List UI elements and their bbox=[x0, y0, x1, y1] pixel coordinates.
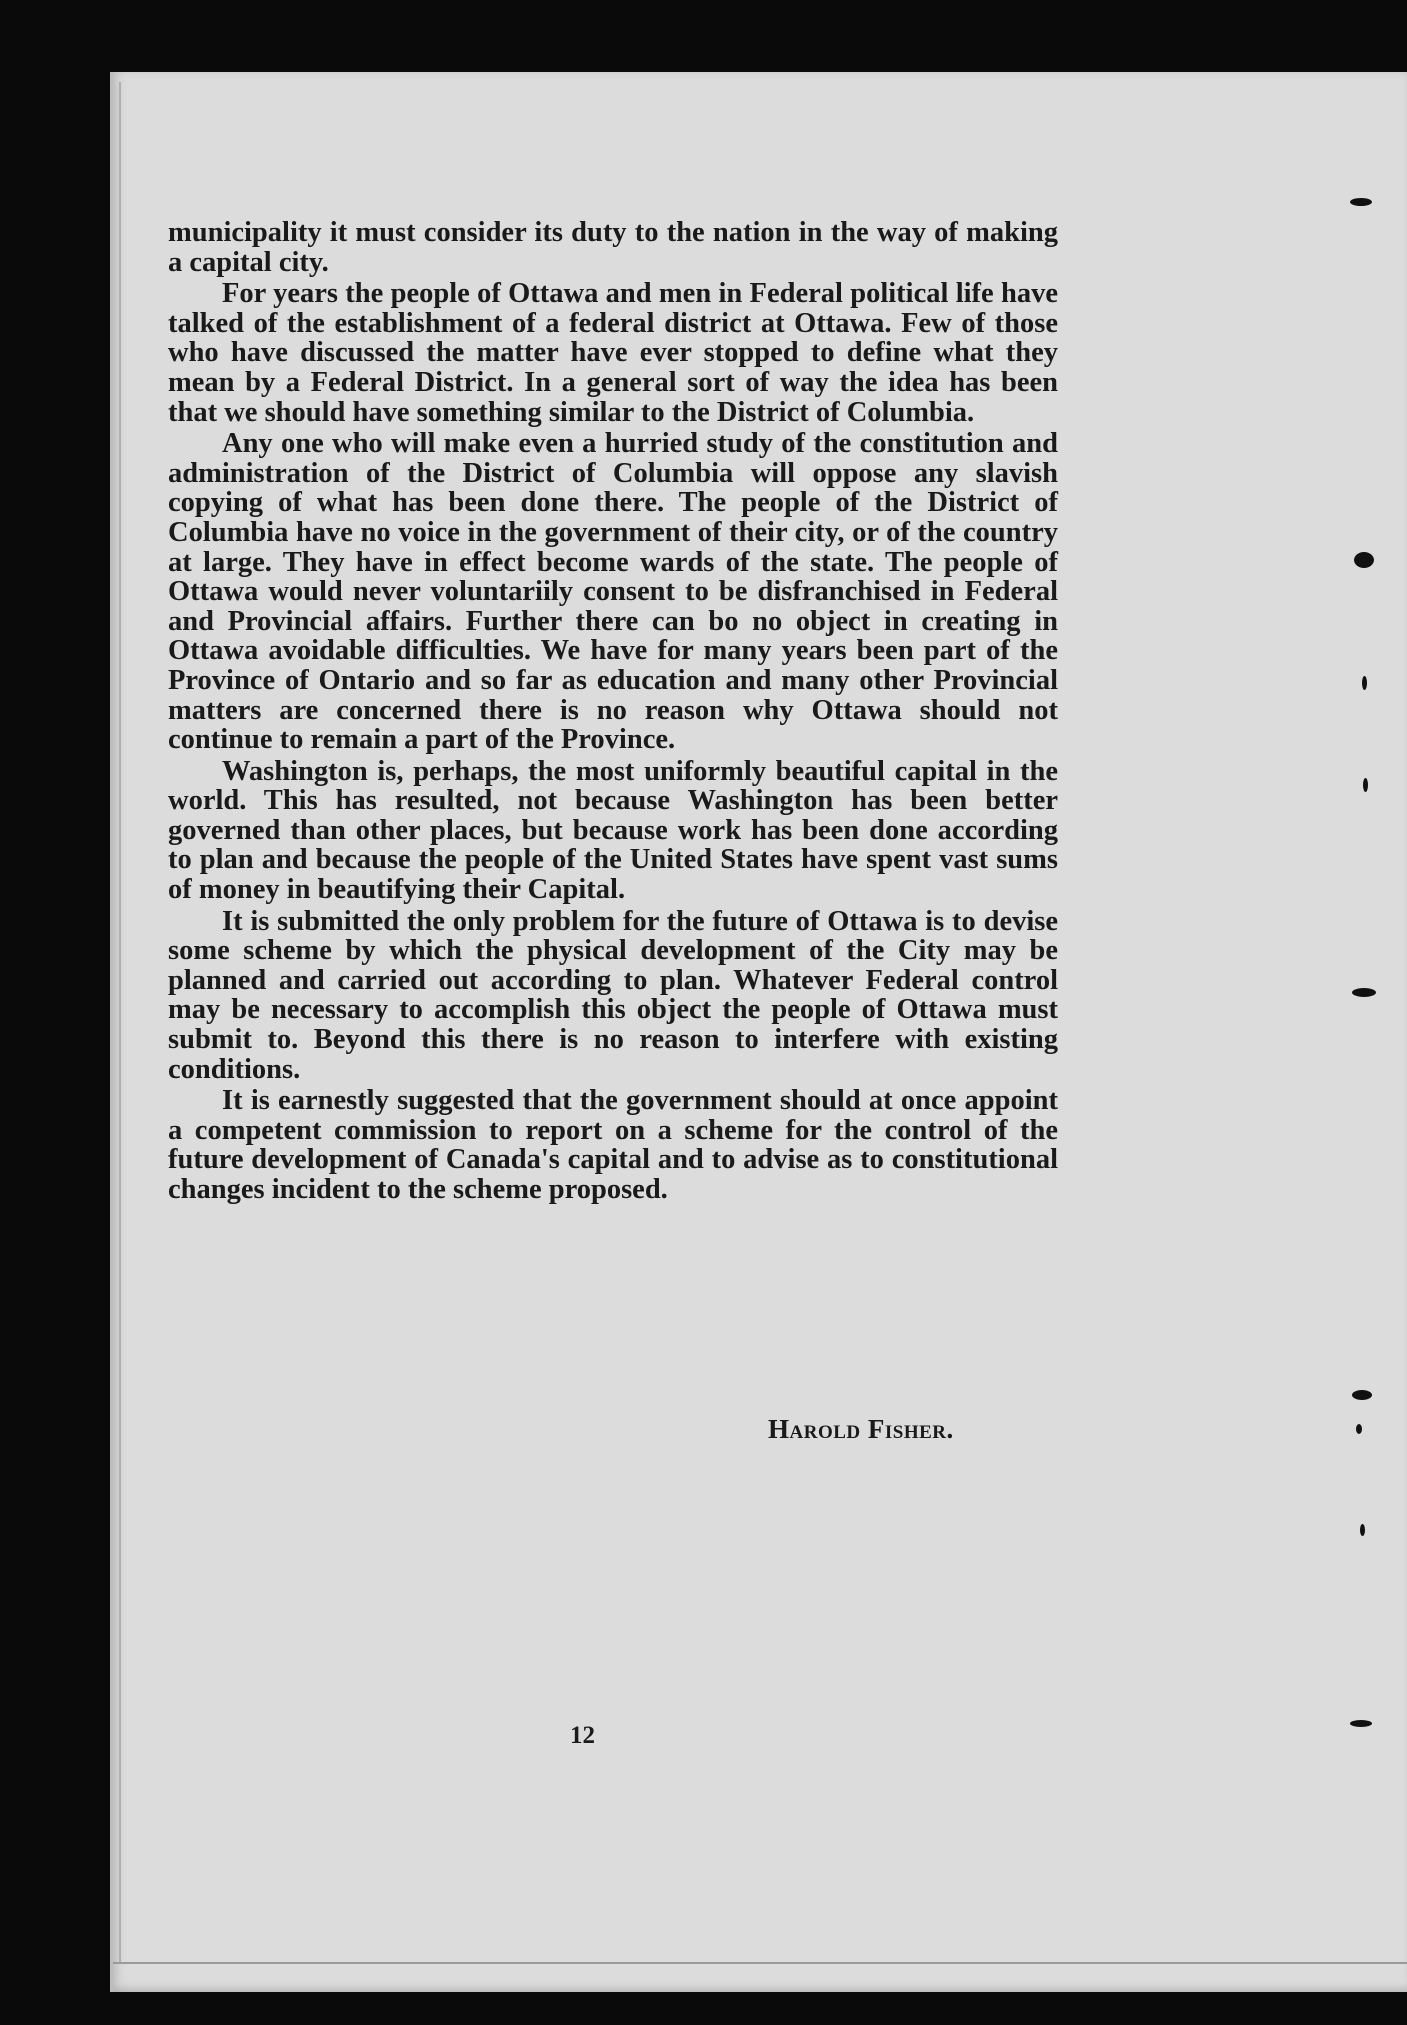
margin-mark bbox=[1362, 676, 1367, 690]
paragraph-commission: It is earnestly suggested that the government should at once appoint a competent commission to report on a scheme for the control of the future development of Canada's capital and to advise as to constitutional changes incident to the scheme proposed. bbox=[168, 1085, 1058, 1205]
margin-mark bbox=[1352, 988, 1376, 997]
margin-mark bbox=[1356, 1424, 1362, 1434]
page-bottom-edge bbox=[113, 1962, 1407, 1964]
paragraph-district-of-columbia: Any one who will make even a hurried study of the constitution and administration of the District of Columbia will oppose any slavish copying of what has been done there. The people of the District of Columbia have no voice in the government of their city, or of the country at large. They have in effect become wards of the state. The people of Ottawa would never voluntariily consent to be disfranchised in Federal and Provincial affairs. Further there can bo no object in creating in Ottawa avoidable difficulties. We have for many years been part of the Province of Ontario and so far as education and many other Provincial matters are concerned there is no reason why Ottawa should not continue to remain a part of the Province. bbox=[168, 428, 1058, 756]
margin-mark bbox=[1360, 1524, 1365, 1536]
paragraph-washington: Washington is, perhaps, the most uniformly beautiful capital in the world. This has resulted, not because Washington has been better governed than other places, but because work has been done according to plan and because the people of the United States have spent vast sums of money in beautifying their Capital. bbox=[168, 755, 1058, 906]
margin-mark bbox=[1350, 1720, 1372, 1727]
author-signature: Harold Fisher. bbox=[768, 1414, 954, 1444]
paragraph-continued: municipality it must consider its duty to the nation in the way of making a capital city. bbox=[168, 217, 1058, 278]
margin-mark bbox=[1354, 552, 1374, 568]
binding-line bbox=[119, 82, 121, 1962]
paragraph-problem-of-ottawa: It is submitted the only problem for the future of Ottawa is to devise some scheme by which the physical development of the City may be planned and carried out according to plan. Whatever Federal control may be necessary to accomplish this object the people of Ottawa must submit to. Beyond this there is no reason to interfere with existing conditions. bbox=[168, 905, 1058, 1085]
margin-mark bbox=[1352, 1390, 1372, 1400]
body-text bbox=[168, 218, 1058, 1207]
margin-mark bbox=[1350, 198, 1372, 206]
paragraph-federal-district: For years the people of Ottawa and men in Federal political life have talked of the establishment of a federal district at Ottawa. Few of those who have discussed the matter have ever stopped to define what they mean by a Federal District. In a general sort of way the idea has been that we should have something similar to the District of Columbia. bbox=[168, 278, 1058, 428]
page-number: 12 bbox=[570, 1722, 595, 1749]
margin-mark bbox=[1363, 778, 1368, 792]
